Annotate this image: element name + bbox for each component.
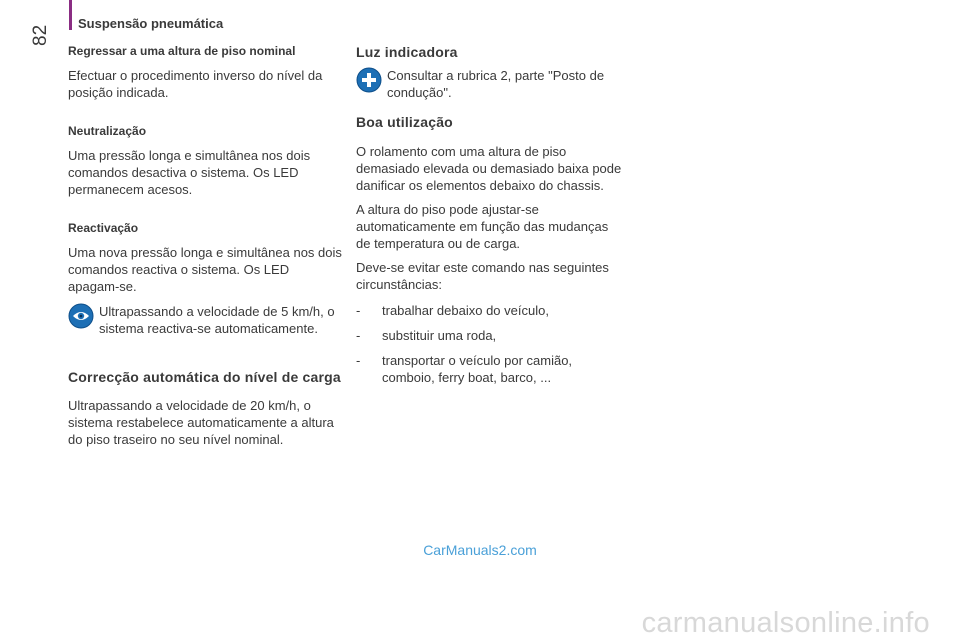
section-reactivacao (68, 221, 343, 295)
note-luz (356, 67, 626, 101)
heading-reactivacao: Reactivação (68, 221, 139, 235)
heading-boa-utilizacao: Boa utilização (356, 114, 453, 130)
header-accent-bar (69, 0, 72, 30)
text-reactivacao: Uma nova pressão longa e simultânea nos dois comandos reactiva o sistema. Os LED apagam-se. (68, 245, 342, 294)
boa-paragraph-1: O rolamento com uma altura de piso demasiado elevada ou demasiado baixa pode danificar os elementos debaixo do chassis. (356, 144, 622, 193)
left-column (68, 44, 343, 448)
boa-paragraph-2: A altura do piso pode ajustar-se automaticamente em função das mudanças de temperatura ou de carga. (356, 202, 609, 251)
section-boa-utilizacao (356, 114, 626, 386)
watermark-carmanuals2: CarManuals2.com (423, 542, 537, 558)
text-correccao: Ultrapassando a velocidade de 20 km/h, o sistema restabelece automaticamente a altura do piso traseiro no seu nível nominal. (68, 398, 334, 447)
section-title: Suspensão pneumática (78, 16, 224, 31)
boa-paragraph-3: Deve-se evitar este comando nas seguintes circunstâncias: (356, 260, 609, 292)
luz-text: Consultar a rubrica 2, parte "Posto de condução". (387, 68, 605, 100)
section-luz-indicadora (356, 44, 626, 101)
heading-correccao: Correcção automática do nível de carga (68, 369, 341, 385)
heading-regressar: Regressar a uma altura de piso nominal (68, 44, 296, 58)
text-neutralizacao: Uma pressão longa e simultânea nos dois comandos desactiva o sistema. Os LED permanecem acesos. (68, 148, 311, 197)
page-number: 82 (30, 24, 51, 46)
note-reactivation (68, 303, 343, 337)
heading-luz-indicadora: Luz indicadora (356, 44, 458, 60)
note-text: Ultrapassando a velocidade de 5 km/h, o sistema reactiva-se automaticamente. (99, 304, 335, 336)
plus-icon (356, 67, 382, 93)
section-neutralizacao (68, 124, 343, 198)
heading-neutralizacao: Neutralização (68, 124, 147, 138)
eye-icon (68, 303, 94, 329)
section-regressar (68, 44, 343, 101)
right-column (356, 44, 626, 394)
list-item: - transportar o veículo por camião, comboio, ferry boat, barco, ... (356, 352, 626, 386)
section-correccao (68, 369, 343, 448)
list-item: - substituir uma roda, (356, 327, 626, 344)
list-item: - trabalhar debaixo do veículo, (356, 302, 626, 319)
watermark-carmanualsonline: carmanualsonline.info (641, 607, 930, 639)
text-regressar: Efectuar o procedimento inverso do nível da posição indicada. (68, 68, 323, 100)
circumstances-list (356, 302, 626, 386)
